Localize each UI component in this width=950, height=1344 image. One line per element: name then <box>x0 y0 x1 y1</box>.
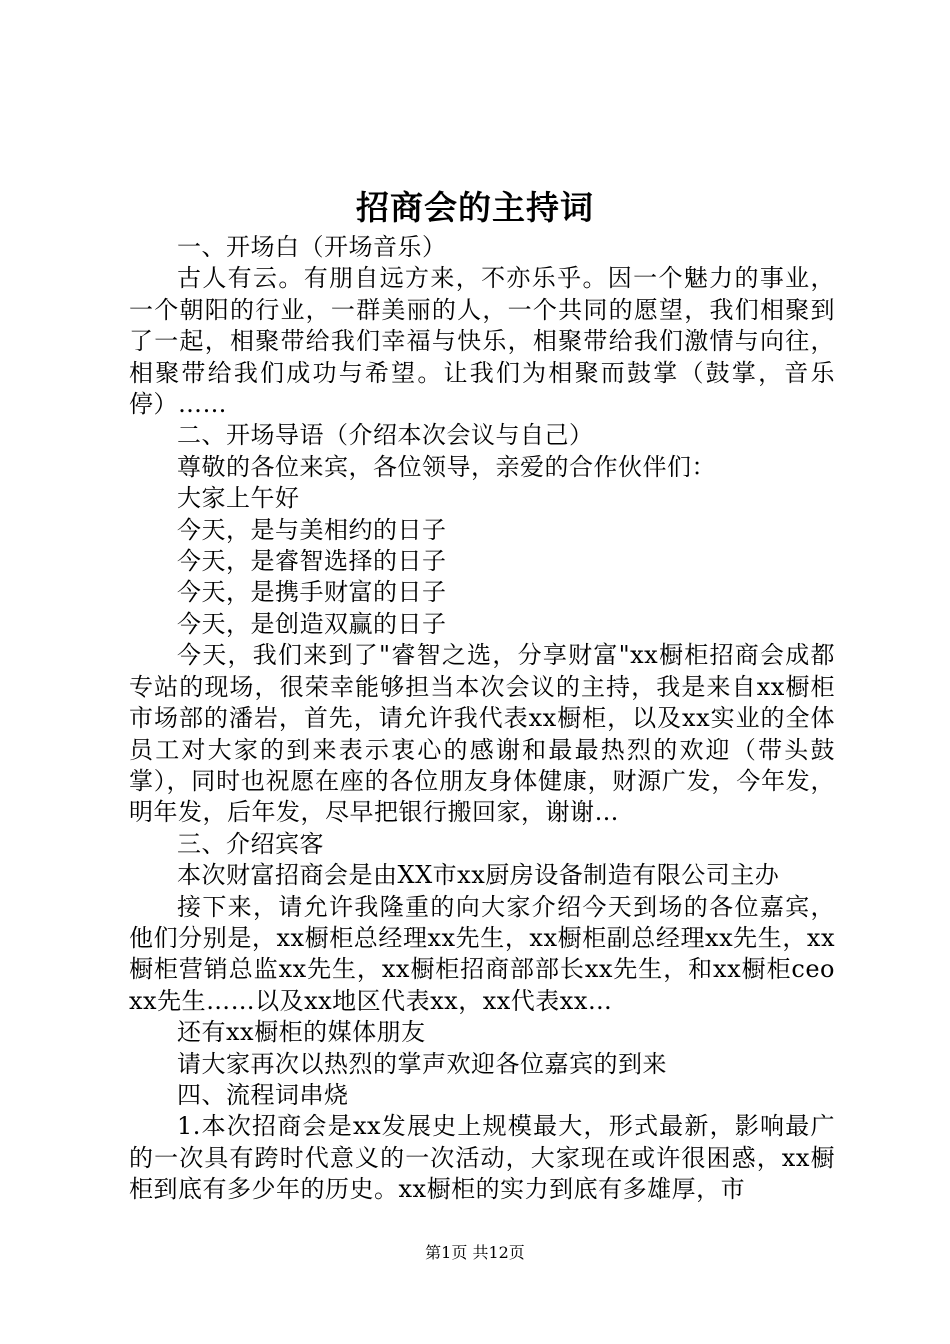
section-heading-guests: 三、介绍宾客 <box>177 829 324 858</box>
paragraph-opening-speech: 古人有云。有朋自远方来，不亦乐乎。因一个魅力的事业，一个朝阳的行业，一群美丽的人，一个共同的愿望，我们相聚到了一起，相聚带给我们幸福与快乐，相聚带给我们激情与向往，相聚带给我们成功与希望。让我们为相聚而鼓掌（鼓掌，音乐停）…… <box>129 264 835 419</box>
section-heading-introduction: 二、开场导语（介绍本次会议与自己） <box>177 421 594 450</box>
paragraph-guest-list: 接下来，请允许我隆重的向大家介绍今天到场的各位嘉宾，他们分别是，xx橱柜总经理xx先生，xx橱柜副总经理xx先生，xx橱柜营销总监xx先生，xx橱柜招商部部长xx先生，和xx橱柜ceoxx先生……以及xx地区代表xx，xx代表xx… <box>129 892 835 1015</box>
section-heading-opening: 一、开场白（开场音乐） <box>177 233 447 261</box>
page-footer: 第1页 共12页 <box>425 1243 525 1262</box>
paragraph-process-item-1: 1.本次招商会是xx发展史上规模最大，形式最新，影响最广的一次具有跨时代意义的一次活动，大家现在或许很困惑，xx橱柜到底有多少年的历史。xx橱柜的实力到底有多雄厚，市 <box>129 1112 835 1204</box>
paragraph-host-intro: 今天，我们来到了"睿智之选，分享财富"xx橱柜招商会成都专站的现场，很荣幸能够担当本次会议的主持，我是来自xx橱柜市场部的潘岩，首先，请允许我代表xx橱柜，以及xx实业的全体员工对大家的到来表示衷心的感谢和最最热烈的欢迎（带头鼓掌），同时也祝愿在座的各位朋友身体健康，财源广发，今年发，明年发，后年发，尽早把银行搬回家，谢谢… <box>129 641 835 827</box>
paragraph-media-friends: 还有xx橱柜的媒体朋友 <box>177 1018 426 1047</box>
section-heading-process: 四、流程词串烧 <box>177 1080 349 1109</box>
paragraph-greeting: 尊敬的各位来宾，各位领导，亲爱的合作伙伴们： <box>177 452 716 481</box>
paragraph-today-line-3: 今天，是携手财富的日子 <box>177 578 447 607</box>
document-title: 招商会的主持词 <box>356 188 594 227</box>
paragraph-applause: 请大家再次以热烈的掌声欢迎各位嘉宾的到来 <box>177 1049 667 1078</box>
paragraph-today-line-2: 今天，是睿智选择的日子 <box>177 547 447 576</box>
paragraph-today-line-4: 今天，是创造双赢的日子 <box>177 609 447 638</box>
paragraph-organizer: 本次财富招商会是由XX市xx厨房设备制造有限公司主办 <box>177 861 780 890</box>
document-body <box>129 232 835 1206</box>
paragraph-good-morning: 大家上午好 <box>177 484 300 513</box>
paragraph-today-line-1: 今天，是与美相约的日子 <box>177 515 447 544</box>
